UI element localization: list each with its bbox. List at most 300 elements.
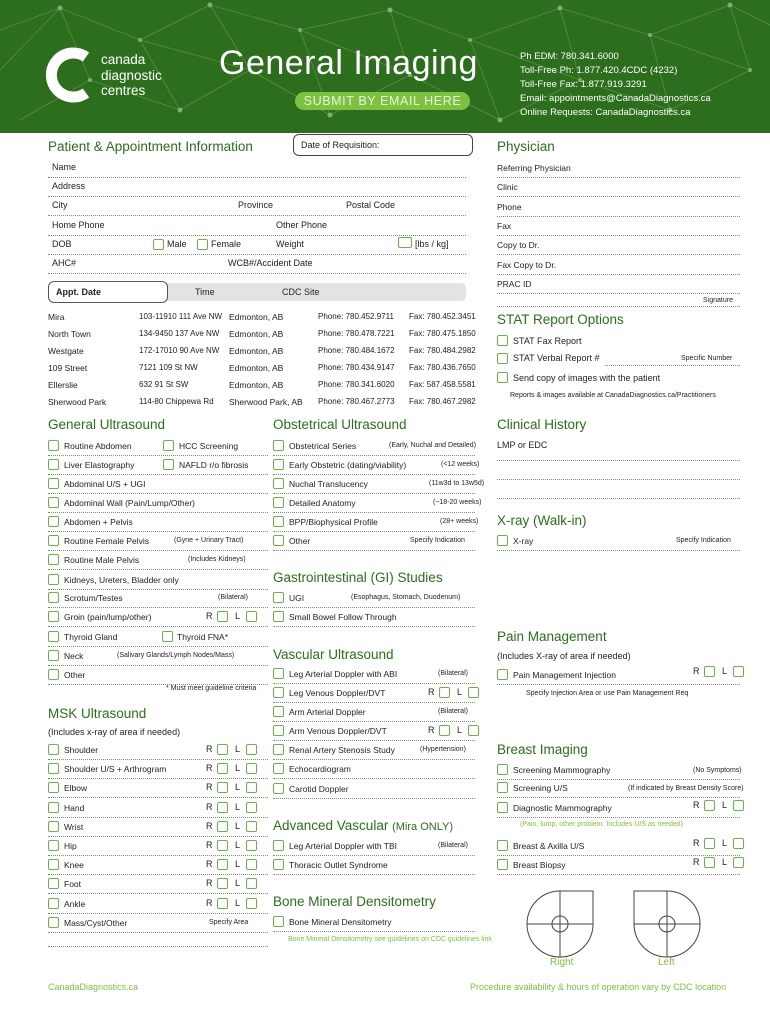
vasc-leg-venous-label: Leg Venous Doppler/DVT [289, 688, 386, 698]
physician-section-title: Physician [497, 139, 555, 154]
weight-unit-label: [lbs / kg] [415, 239, 449, 249]
physician-field-label: PRAC ID [497, 278, 532, 289]
diag-note: (Pain, lump, other problem. Includes U/S as needed) [520, 821, 684, 828]
msk-item-r-label: R [206, 897, 213, 908]
city-field[interactable] [48, 215, 466, 216]
groin-l-label: L [235, 611, 241, 621]
abd-ugi-checkbox[interactable] [48, 478, 59, 489]
msk-item-checkbox[interactable] [48, 859, 59, 870]
home-phone-label: Home Phone [52, 220, 105, 230]
breast-screening-label: Screening Mammography [513, 765, 611, 775]
msk-item-l-label: L [235, 763, 241, 774]
other-general-label: Other [64, 670, 86, 680]
obs-nuchal-note: (11w3d to 13w5d) [429, 480, 485, 487]
msk-item-line [48, 855, 268, 856]
groin-checkbox[interactable] [48, 611, 59, 622]
vasc-carotid-label: Carotid Doppler [289, 784, 349, 794]
xray-title: X-ray (Walk-in) [497, 513, 587, 528]
location-fax: Fax: 780.475.1850 [409, 329, 476, 338]
msk-item-label: Shoulder U/S + Arthrogram [64, 764, 167, 775]
vascular-title: Vascular Ultrasound [273, 647, 394, 662]
msk-item-r-checkbox[interactable] [217, 878, 228, 889]
right-breast-label: Right [550, 957, 574, 968]
msk-item-r-checkbox[interactable] [217, 763, 228, 774]
axilla-r-checkbox[interactable] [704, 838, 715, 849]
clinical-history-title: Clinical History [497, 417, 587, 432]
msk-item-label: Knee [64, 860, 84, 871]
hcc-checkbox[interactable] [163, 440, 174, 451]
tbi-bilateral: (Bilateral) [438, 842, 468, 849]
gi-sbft-line [273, 626, 475, 627]
vasc-leg-venous-line [273, 702, 475, 703]
address-field[interactable] [48, 196, 466, 197]
msk-item-line [48, 797, 268, 798]
msk-item-l-label: L [235, 782, 241, 793]
msk-item-r-label: R [206, 878, 213, 889]
biopsy-l-label: L [722, 857, 728, 867]
physician-field-line[interactable] [497, 196, 740, 197]
obs-bpp-label: BPP/Biophysical Profile [289, 517, 378, 527]
leg-venous-l-checkbox[interactable] [468, 687, 479, 698]
obs-detailed-label: Detailed Anatomy [289, 498, 356, 508]
groin-r-label: R [206, 611, 213, 621]
obs-early-checkbox[interactable] [273, 459, 284, 470]
location-city: Edmonton, AB [229, 363, 284, 373]
nafld-checkbox[interactable] [163, 459, 174, 470]
name-label: Name [52, 162, 77, 172]
advanced-vascular-title [273, 818, 453, 833]
pain-l-checkbox[interactable] [733, 666, 744, 677]
page-title: General Imaging [219, 44, 478, 82]
obs-nuchal-label: Nuchal Translucency [289, 479, 368, 489]
phone-field[interactable] [48, 235, 466, 236]
msk-item-r-checkbox[interactable] [217, 859, 228, 870]
density-note: (If indicated by Breast Density Score) [628, 785, 744, 792]
xray-item-line [497, 550, 740, 551]
location-name: 109 Street [48, 363, 88, 373]
msk-item-r-checkbox[interactable] [217, 782, 228, 793]
abd-wall-line [48, 512, 268, 513]
msk-item-r-checkbox[interactable] [217, 802, 228, 813]
physician-field-line[interactable] [497, 235, 740, 236]
pain-subtitle: (Includes X-ray of area if needed) [497, 651, 631, 661]
obs-detailed-line [273, 512, 475, 513]
xray-specify: Specify Indication [676, 537, 731, 544]
pain-note: Specify Injection Area or use Pain Management Req [526, 690, 689, 697]
msk-item-checkbox[interactable] [48, 878, 59, 889]
vasc-carotid-checkbox[interactable] [273, 783, 284, 794]
contact-tollfree-phone: Toll-Free Ph: 1.877.420.4CDC (4232) [520, 65, 678, 76]
adv-thoracic-line [273, 874, 475, 875]
abd-pelvis-checkbox[interactable] [48, 516, 59, 527]
biopsy-r-label: R [693, 857, 700, 867]
breast-biopsy-label: Breast Biopsy [513, 860, 566, 870]
breast-diagram-icon [497, 888, 742, 958]
abi-bilateral: (Bilateral) [438, 670, 468, 677]
logo-line-3: centres [101, 83, 146, 98]
vasc-echo-checkbox[interactable] [273, 763, 284, 774]
location-name: Sherwood Park [48, 397, 107, 407]
contact-email[interactable]: Email: appointments@CanadaDiagnostics.ca [520, 93, 711, 104]
neck-checkbox[interactable] [48, 650, 59, 661]
bmd-item-checkbox[interactable] [273, 916, 284, 927]
renal-note: (Hypertension) [420, 746, 466, 753]
msk-item-l-checkbox[interactable] [246, 878, 257, 889]
pain-l-label: L [722, 666, 728, 676]
obs-early-label: Early Obstetric (dating/viability) [289, 460, 407, 470]
thyroid-fna-label: Thyroid FNA* [177, 632, 229, 642]
kub-label: Kidneys, Ureters, Bladder only [64, 575, 179, 585]
scrotum-checkbox[interactable] [48, 592, 59, 603]
dob-field[interactable] [48, 254, 466, 255]
gi-ugi-checkbox[interactable] [273, 592, 284, 603]
specific-number-line[interactable] [605, 365, 740, 366]
dob-label: DOB [52, 239, 72, 249]
location-city: Edmonton, AB [229, 312, 284, 322]
scrotum-line [48, 607, 268, 608]
vasc-renal-line [273, 759, 475, 760]
liver-elastography-label: Liver Elastography [64, 460, 135, 470]
bmd-item-line [273, 931, 475, 932]
city-label: City [52, 200, 68, 210]
gi-sbft-label: Small Bowel Follow Through [289, 612, 397, 622]
pain-r-label: R [693, 666, 700, 676]
msk-item-r-checkbox[interactable] [217, 898, 228, 909]
msk-item-label: Ankle [64, 898, 86, 909]
thyroid-checkbox[interactable] [48, 631, 59, 642]
gi-sbft-checkbox[interactable] [273, 611, 284, 622]
pain-injection-label: Pain Management Injection [513, 670, 617, 680]
axilla-l-checkbox[interactable] [733, 838, 744, 849]
pain-injection-line [497, 684, 740, 685]
groin-label: Groin (pain/lump/other) [64, 612, 152, 622]
logo-line-1: canada [101, 52, 146, 67]
liver-elastography-checkbox[interactable] [48, 459, 59, 470]
obs-early-note: (<12 weeks) [441, 461, 480, 468]
obs-bpp-line [273, 531, 475, 532]
msk-item-label: Elbow [64, 783, 88, 794]
msk-mass-checkbox[interactable] [48, 917, 59, 928]
msk-item-l-label: L [235, 859, 241, 870]
location-city: Sherwood Park, AB [229, 397, 303, 407]
liver-elastography-line [48, 474, 268, 475]
vasc-arm-arterial-checkbox[interactable] [273, 706, 284, 717]
guideline-note: * Must meet guideline criteria [166, 685, 257, 692]
msk-item-checkbox[interactable] [48, 821, 59, 832]
bmd-title: Bone Mineral Densitometry [273, 894, 436, 909]
weight-label: Weight [276, 239, 304, 249]
stat-fax-checkbox[interactable] [497, 335, 508, 346]
obs-nuchal-line [273, 493, 475, 494]
obs-detailed-checkbox[interactable] [273, 497, 284, 508]
advanced-title-main: Advanced Vascular [273, 818, 389, 833]
msk-item-l-checkbox[interactable] [246, 821, 257, 832]
physician-field-line[interactable] [497, 293, 740, 294]
physician-field-label: Fax [497, 220, 512, 231]
location-phone: Phone: 780.341.6020 [318, 380, 395, 389]
vasc-arm-arterial-line [273, 721, 475, 722]
msk-item-checkbox[interactable] [48, 802, 59, 813]
adv-leg-tbi-checkbox[interactable] [273, 840, 284, 851]
location-address: 114-80 Chippewa Rd [139, 397, 214, 406]
lmp-label: LMP or EDC [497, 440, 548, 450]
msk-item-r-label: R [206, 801, 213, 812]
adv-thoracic-label: Thoracic Outlet Syndrome [289, 860, 388, 870]
vasc-arm-venous-label: Arm Venous Doppler/DVT [289, 726, 387, 736]
mass-specify-line[interactable] [48, 946, 268, 947]
ugi-note: (Esophagus, Stomach, Duodenum) [351, 594, 461, 601]
vasc-abi-checkbox[interactable] [273, 668, 284, 679]
biopsy-l-checkbox[interactable] [733, 857, 744, 868]
send-copy-checkbox[interactable] [497, 372, 508, 383]
obs-other-line [273, 550, 475, 551]
msk-item-checkbox[interactable] [48, 898, 59, 909]
location-phone: Phone: 780.452.9711 [318, 312, 394, 321]
gi-ugi-line [273, 607, 475, 608]
msk-item-l-checkbox[interactable] [246, 802, 257, 813]
msk-item-r-label: R [206, 820, 213, 831]
msk-item-r-checkbox[interactable] [217, 840, 228, 851]
msk-subtitle: (Includes x-ray of area if needed) [48, 727, 181, 737]
msk-item-line [48, 778, 268, 779]
leg-venous-l-label: L [457, 687, 463, 697]
name-field[interactable] [48, 177, 466, 178]
thyroid-label: Thyroid Gland [64, 632, 118, 642]
msk-item-l-checkbox[interactable] [246, 744, 257, 755]
biopsy-r-checkbox[interactable] [704, 857, 715, 868]
location-city: Edmonton, AB [229, 346, 284, 356]
obs-bpp-checkbox[interactable] [273, 516, 284, 527]
breast-screening-us-line [497, 797, 740, 798]
breast-axilla-checkbox[interactable] [497, 840, 508, 851]
physician-field-label: Referring Physician [497, 163, 571, 173]
obs-early-line [273, 474, 475, 475]
msk-item-r-label: R [206, 744, 213, 754]
msk-item-line [48, 817, 268, 818]
obs-other-checkbox[interactable] [273, 535, 284, 546]
msk-item-line [48, 836, 268, 837]
abd-wall-label: Abdominal Wall (Pain/Lump/Other) [64, 498, 196, 508]
arm-venous-r-checkbox[interactable] [439, 725, 450, 736]
msk-item-l-checkbox[interactable] [246, 782, 257, 793]
pain-injection-checkbox[interactable] [497, 669, 508, 680]
cdc-logo-icon [46, 47, 96, 103]
nafld-label: NAFLD r/o fibrosis [179, 460, 249, 470]
obstetrical-title: Obstetrical Ultrasound [273, 417, 407, 432]
breast-diagnostic-l-checkbox[interactable] [733, 800, 744, 811]
msk-item-label: Wrist [64, 821, 84, 832]
msk-item-label: Shoulder [64, 745, 99, 755]
stat-fax-label: STAT Fax Report [513, 336, 582, 346]
contact-tollfree-fax: Toll-Free Fax: 1.877.919.3291 [520, 79, 647, 90]
female-checkbox[interactable] [197, 239, 208, 250]
location-city: Edmonton, AB [229, 380, 284, 390]
breast-diagnostic-r-checkbox[interactable] [704, 800, 715, 811]
clinical-line-2[interactable] [497, 479, 740, 480]
location-fax: Fax: 780.484.2982 [409, 346, 476, 355]
vasc-renal-checkbox[interactable] [273, 744, 284, 755]
location-name: North Town [48, 329, 91, 339]
clinical-line-1[interactable] [497, 460, 740, 461]
postal-label: Postal Code [346, 200, 396, 210]
physician-field-line[interactable] [497, 177, 740, 178]
location-address: 632 91 St SW [139, 380, 189, 389]
breast-biopsy-checkbox[interactable] [497, 859, 508, 870]
physician-field-line[interactable] [497, 216, 740, 217]
male-checkbox[interactable] [153, 239, 164, 250]
msk-item-checkbox[interactable] [48, 763, 59, 774]
reports-note: Reports & images available at CanadaDiagnostics.ca/Practitioners [510, 392, 716, 399]
abd-wall-checkbox[interactable] [48, 497, 59, 508]
arm-venous-l-checkbox[interactable] [468, 725, 479, 736]
breast-diagnostic-checkbox[interactable] [497, 802, 508, 813]
obs-other-note: Specify Indication [410, 537, 465, 544]
neck-note: (Salivary Glands/Lymph Nodes/Mass) [117, 652, 235, 659]
msk-item-l-checkbox[interactable] [246, 898, 257, 909]
gi-ugi-label: UGI [289, 593, 305, 603]
groin-r-checkbox[interactable] [217, 611, 228, 622]
location-phone: Phone: 780.484.1672 [318, 346, 395, 355]
physician-field-label: Fax Copy to Dr. [497, 259, 557, 270]
xray-item-label: X-ray [513, 536, 534, 546]
female-pelvis-checkbox[interactable] [48, 535, 59, 546]
msk-item-checkbox[interactable] [48, 744, 59, 755]
time-label: Time [195, 287, 215, 297]
msk-item-l-checkbox[interactable] [246, 840, 257, 851]
msk-item-r-label: R [206, 859, 213, 870]
kub-checkbox[interactable] [48, 574, 59, 585]
msk-mass-line [48, 932, 268, 933]
msk-item-label: Hand [64, 802, 85, 813]
clinical-line-3[interactable] [497, 498, 740, 499]
groin-l-checkbox[interactable] [246, 611, 257, 622]
pain-title: Pain Management [497, 629, 607, 644]
other-general-checkbox[interactable] [48, 669, 59, 680]
male-pelvis-checkbox[interactable] [48, 554, 59, 565]
abd-ugi-label: Abdominal U/S + UGI [64, 479, 146, 489]
abd-pelvis-label: Abdomen + Pelvis [64, 517, 133, 527]
thyroid-fna-checkbox[interactable] [162, 631, 173, 642]
physician-field-label: Copy to Dr. [497, 240, 540, 251]
general-us-title: General Ultrasound [48, 417, 166, 432]
location-address: 134-9450 137 Ave NW [139, 329, 220, 338]
vasc-arm-venous-line [273, 740, 475, 741]
msk-item-l-checkbox[interactable] [246, 859, 257, 870]
msk-item-line [48, 893, 268, 894]
msk-item-l-label: L [235, 744, 241, 754]
leg-venous-r-checkbox[interactable] [439, 687, 450, 698]
cdc-site-label: CDC Site [282, 287, 320, 297]
contact-online[interactable]: Online Requests: CanadaDiagnostics.ca [520, 107, 691, 118]
breast-axilla-label: Breast & Axilla U/S [513, 841, 585, 851]
ahc-label: AHC# [52, 258, 77, 268]
thyroid-line [48, 646, 268, 647]
breast-biopsy-line [497, 874, 740, 875]
axilla-r-label: R [693, 838, 700, 848]
msk-item-l-label: L [235, 820, 241, 831]
adv-thoracic-checkbox[interactable] [273, 859, 284, 870]
msk-item-l-label: L [235, 878, 241, 889]
vasc-carotid-line [273, 798, 475, 799]
breast-screening-line [497, 779, 740, 780]
msk-item-r-checkbox[interactable] [217, 821, 228, 832]
female-pelvis-label: Routine Female Pelvis [64, 536, 150, 546]
scrotum-label: Scrotum/Testes [64, 593, 123, 603]
physician-field-label: Clinic [497, 182, 518, 193]
vasc-renal-label: Renal Artery Stenosis Study [289, 745, 395, 755]
female-pelvis-line [48, 550, 268, 551]
obs-series-note: (Early, Nuchal and Detailed) [389, 442, 477, 449]
msk-item-l-label: L [235, 801, 241, 812]
breast-axilla-line [497, 855, 740, 856]
msk-item-checkbox[interactable] [48, 840, 59, 851]
location-fax: Fax: 780.436.7650 [409, 363, 476, 372]
pain-r-checkbox[interactable] [704, 666, 715, 677]
stat-verbal-checkbox[interactable] [497, 353, 508, 364]
axilla-l-label: L [722, 838, 728, 848]
msk-item-checkbox[interactable] [48, 782, 59, 793]
vasc-echo-line [273, 778, 475, 779]
physician-field-label: Phone [497, 201, 522, 212]
xray-item-checkbox[interactable] [497, 535, 508, 546]
vasc-echo-label: Echocardiogram [289, 764, 351, 774]
location-address: 103-11910 111 Ave NW [139, 312, 223, 321]
neck-label: Neck [64, 651, 84, 661]
bmd-item-label: Bone Mineral Densitometry [289, 917, 392, 927]
requisition-date-label: Date of Requisition: [301, 140, 380, 150]
male-pelvis-label: Routine Male Pelvis [64, 555, 140, 565]
physician-field-line[interactable] [497, 274, 740, 275]
vasc-arm-venous-checkbox[interactable] [273, 725, 284, 736]
groin-line [48, 626, 268, 627]
gyne-note: (Gyne + Urinary Tract) [174, 537, 244, 544]
physician-field-line[interactable] [497, 254, 740, 255]
specific-number-label: Specific Number [681, 355, 733, 362]
vasc-leg-venous-checkbox[interactable] [273, 687, 284, 698]
breast-screening-us-checkbox[interactable] [497, 782, 508, 793]
scrotum-bilateral-note: (Bilateral) [218, 594, 248, 601]
footer-website[interactable]: CanadaDiagnostics.ca [48, 982, 139, 992]
location-name: Westgate [48, 346, 84, 356]
kidneys-note: (Includes Kidneys) [188, 556, 246, 563]
contact-info [520, 50, 711, 120]
arm-venous-l-label: L [457, 725, 463, 735]
breast-diagnostic-line [497, 817, 740, 818]
obs-series-checkbox[interactable] [273, 440, 284, 451]
breast-screening-checkbox[interactable] [497, 764, 508, 775]
routine-abdomen-checkbox[interactable] [48, 440, 59, 451]
wcb-label: WCB#/Accident Date [228, 258, 313, 268]
weight-input[interactable] [398, 237, 412, 248]
msk-item-r-checkbox[interactable] [217, 744, 228, 755]
vasc-abi-label: Leg Arterial Doppler with ABI [289, 669, 398, 679]
contact-phone: Ph EDM: 780.341.6000 [520, 51, 619, 62]
obs-other-label: Other [289, 536, 311, 546]
ahc-field[interactable] [48, 273, 466, 274]
abd-pelvis-line [48, 531, 268, 532]
msk-item-l-checkbox[interactable] [246, 763, 257, 774]
signature-line[interactable] [497, 306, 740, 307]
msk-item-line [48, 913, 268, 914]
location-phone: Phone: 780.434.9147 [318, 363, 395, 372]
appt-date-label: Appt. Date [56, 287, 101, 297]
submit-email-button[interactable]: SUBMIT BY EMAIL HERE [295, 92, 470, 110]
obs-nuchal-checkbox[interactable] [273, 478, 284, 489]
address-label: Address [52, 181, 86, 191]
msk-item-label: Foot [64, 879, 82, 890]
male-pelvis-line [48, 569, 268, 570]
msk-item-line [48, 759, 268, 760]
